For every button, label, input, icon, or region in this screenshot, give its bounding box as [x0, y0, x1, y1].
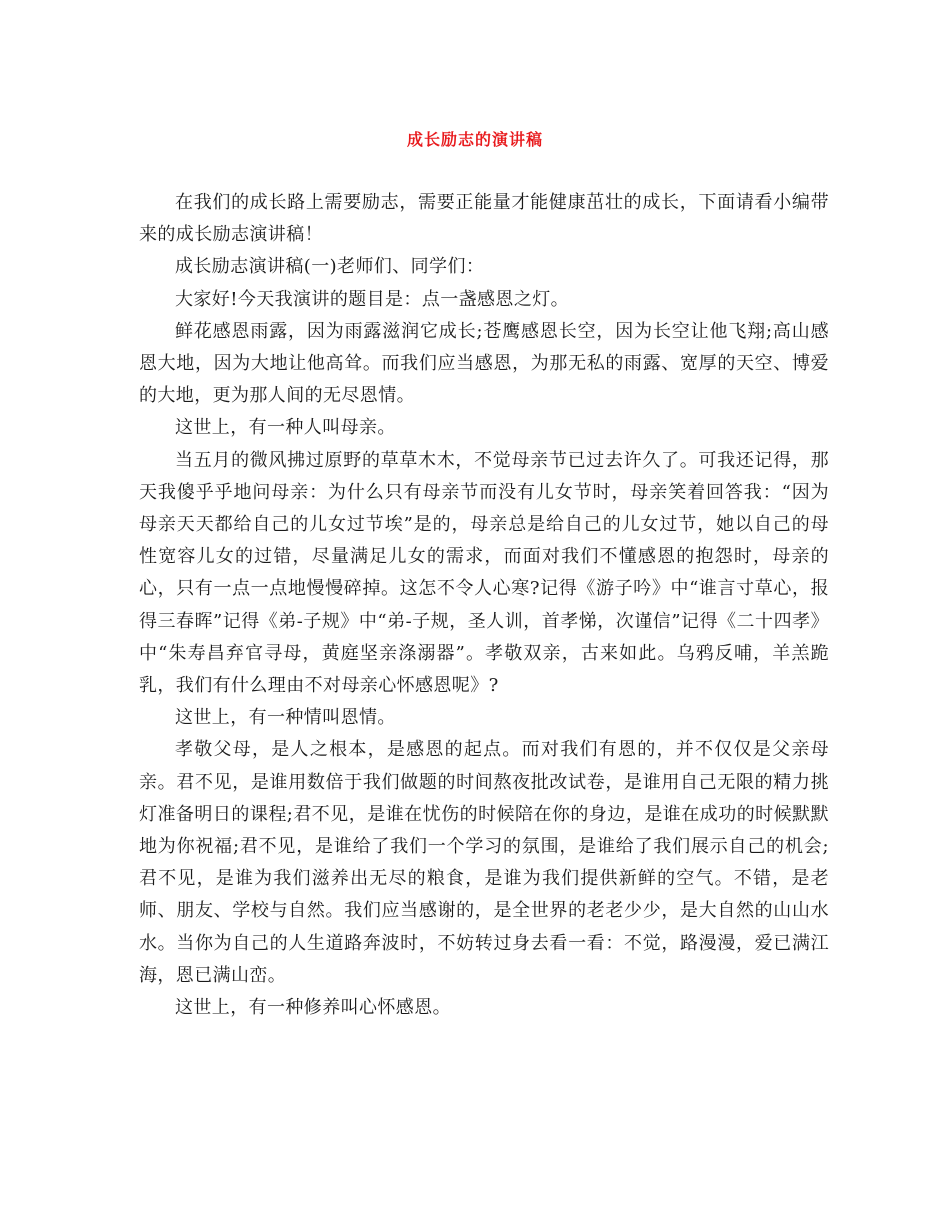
paragraph: 当五月的微风拂过原野的草草木木，不觉母亲节已过去许久了。可我还记得，那天我傻乎乎地问母亲：为什么只有母亲节而没有儿女节时，母亲笑着回答我：“因为母亲天天都给自己的儿女过节埃”是的，母亲总是给自己的儿女过节，她以自己的母性宽容儿女的过错，尽量满足儿女的需求，而面对我们不懂感恩的抱怨时，母亲的心，只有一点一点地慢慢碎掉。这怎不令人心寒?记得《游子吟》中“谁言寸草心，报得三春晖”记得《弟-子规》中“弟-子规，圣人训，首孝悌，次谨信”记得《二十四孝》中“朱寿昌弃官寻母，黄庭坚亲涤溺器”。孝敬双亲，古来如此。乌鸦反哺，羊羔跪乳，我们有什么理由不对母亲心怀感恩呢》? — [139, 449, 829, 697]
document-body — [139, 187, 829, 1024]
paragraph: 大家好!今天我演讲的题目是：点一盏感恩之灯。 — [175, 288, 570, 310]
paragraph: 鲜花感恩雨露，因为雨露滋润它成长;苍鹰感恩长空，因为长空让他飞翔;高山感恩大地，因为大地让他高耸。而我们应当感恩，为那无私的雨露、宽厚的天空、博爱的大地，更为那人间的无尽恩情。 — [139, 320, 829, 407]
paragraph: 成长励志演讲稿(一)老师们、同学们： — [175, 256, 485, 278]
paragraph: 这世上，有一种情叫恩情。 — [175, 707, 396, 729]
paragraph: 这世上，有一种修养叫心怀感恩。 — [175, 997, 451, 1019]
paragraph: 在我们的成长路上需要励志，需要正能量才能健康茁壮的成长，下面请看小编带来的成长励志演讲稿！ — [139, 192, 829, 246]
paragraph: 孝敬父母，是人之根本，是感恩的起点。而对我们有恩的，并不仅仅是父亲母亲。君不见，是谁用数倍于我们做题的时间熬夜批改试卷，是谁用自己无限的精力挑灯准备明日的课程;君不见，是谁在忧伤的时候陪在你的身边，是谁在成功的时候默默地为你祝福;君不见，是谁给了我们一个学习的氛围，是谁给了我们展示自己的机会;君不见，是谁为我们滋养出无尽的粮食，是谁为我们提供新鲜的空气。不错，是老师、朋友、学校与自然。我们应当感谢的，是全世界的老老少少，是大自然的山山水水。当你为自己的人生道路奔波时，不妨转过身去看一看：不觉，路漫漫，爱已满江海，恩已满山峦。 — [139, 739, 829, 986]
document-title: 成长励志的演讲稿 — [406, 130, 543, 149]
paragraph: 这世上，有一种人叫母亲。 — [175, 417, 396, 439]
